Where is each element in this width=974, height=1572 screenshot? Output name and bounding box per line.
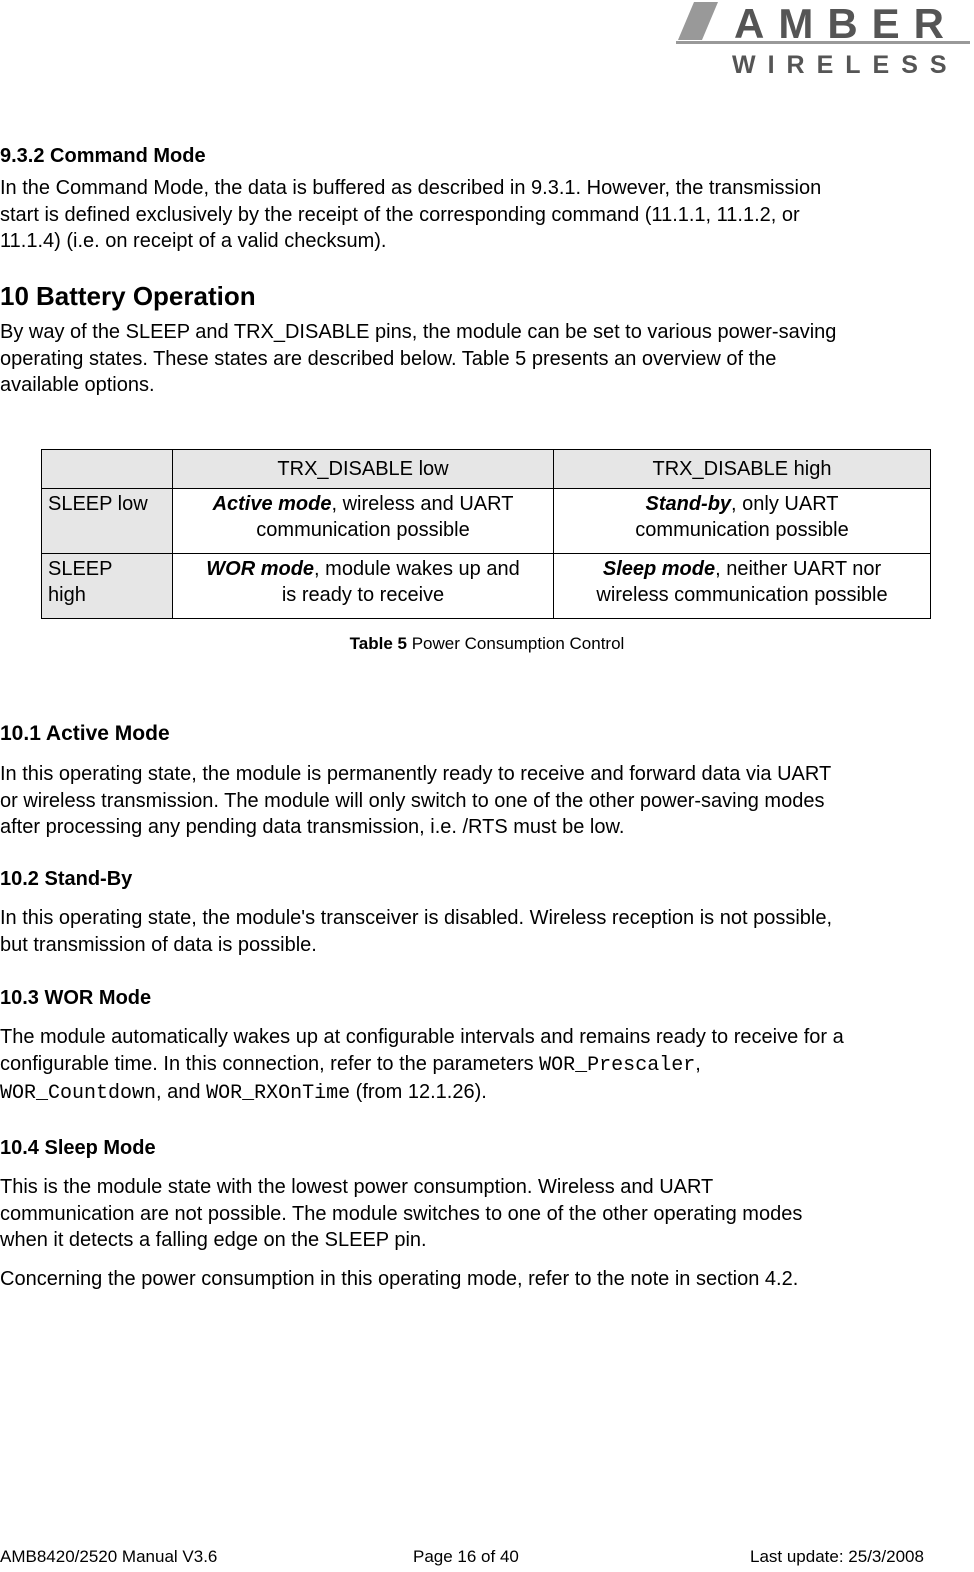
heading-10-3-wor-mode: 10.3 WOR Mode [0,987,152,1009]
table-caption: Table 5 Power Consumption Control [349,634,625,653]
paragraph-stand-by: In this operating state, the module's transceiver is disabled. Wireless reception is not possible, but transmission of data is possible. [0,907,833,956]
heading-10-4-sleep-mode: 10.4 Sleep Mode [0,1137,156,1159]
param-wor-rxontime: WOR_RXOnTime [206,1082,351,1105]
table-cell-active-mode: Active mode, wireless and UART communication possible [173,489,554,554]
logo-graphic [672,0,972,80]
footer-manual-version: AMB8420/2520 Manual V3.6 [0,1547,218,1566]
paragraph-active-mode: In this operating state, the module is permanently ready to receive and forward data via UART or wireless transmission. The module will only switch to one of the other power-saving modes after processing any pending data transmission, i.e. /RTS must be low. [0,763,832,838]
paragraph-command-mode: In the Command Mode, the data is buffered as described in 9.3.1. However, the transmission start is defined exclusively by the receipt of the corresponding command (11.1.1, 11.1.2, or 11.1.4) (i.e. on receipt of a valid checksum). [0,177,822,252]
logo-amber-text: AMBER [734,0,958,47]
table-row-label-sleep-high: SLEEP high [42,554,173,619]
param-wor-prescaler: WOR_Prescaler [539,1053,696,1077]
footer-page-number: Page 16 of 40 [413,1547,519,1566]
table-cell-sleep-mode: Sleep mode, neither UART nor wireless communication possible [554,554,931,619]
table-row [42,489,931,554]
amber-wireless-logo [672,0,972,80]
paragraph-sleep-mode-note: Concerning the power consumption in this operating mode, refer to the note in section 4.2. [0,1268,799,1290]
paragraph-wor-mode: The module automatically wakes up at configurable intervals and remains ready to receive for a configurable time. In this connection, refer to the parameters WOR_Prescaler, WOR_Countdown, and WOR_RXOnTime (from 12.1.26). [0,1026,844,1105]
table-corner-cell [42,450,173,489]
heading-9-3-2: 9.3.2 Command Mode [0,145,206,167]
table-cell-wor-mode: WOR mode, module wakes up and is ready to receive [173,554,554,619]
table-row-label-sleep-low: SLEEP low [42,489,173,554]
table-row [42,554,931,619]
table-header-trx-high: TRX_DISABLE high [554,450,931,489]
logo-wireless-text: WIRELESS [732,51,959,79]
table-header-row [42,450,931,489]
footer-last-update: Last update: 25/3/2008 [750,1547,924,1566]
table-cell-stand-by: Stand-by, only UART communication possible [554,489,931,554]
paragraph-battery-operation: By way of the SLEEP and TRX_DISABLE pins, the module can be set to various power-saving operating states. These states are described below. Table 5 presents an overview of the available options. [0,321,837,396]
heading-10-1-active-mode: 10.1 Active Mode [0,722,170,745]
paragraph-sleep-mode: This is the module state with the lowest power consumption. Wireless and UART communication are not possible. The module switches to one of the other operating modes when it detects a falling edge on the SLEEP pin. [0,1176,803,1251]
power-consumption-table [41,449,931,619]
heading-10-battery-operation: 10 Battery Operation [0,281,256,311]
param-wor-countdown: WOR_Countdown [0,1082,157,1105]
table-header-trx-low: TRX_DISABLE low [173,450,554,489]
heading-10-2-stand-by: 10.2 Stand-By [0,868,133,890]
